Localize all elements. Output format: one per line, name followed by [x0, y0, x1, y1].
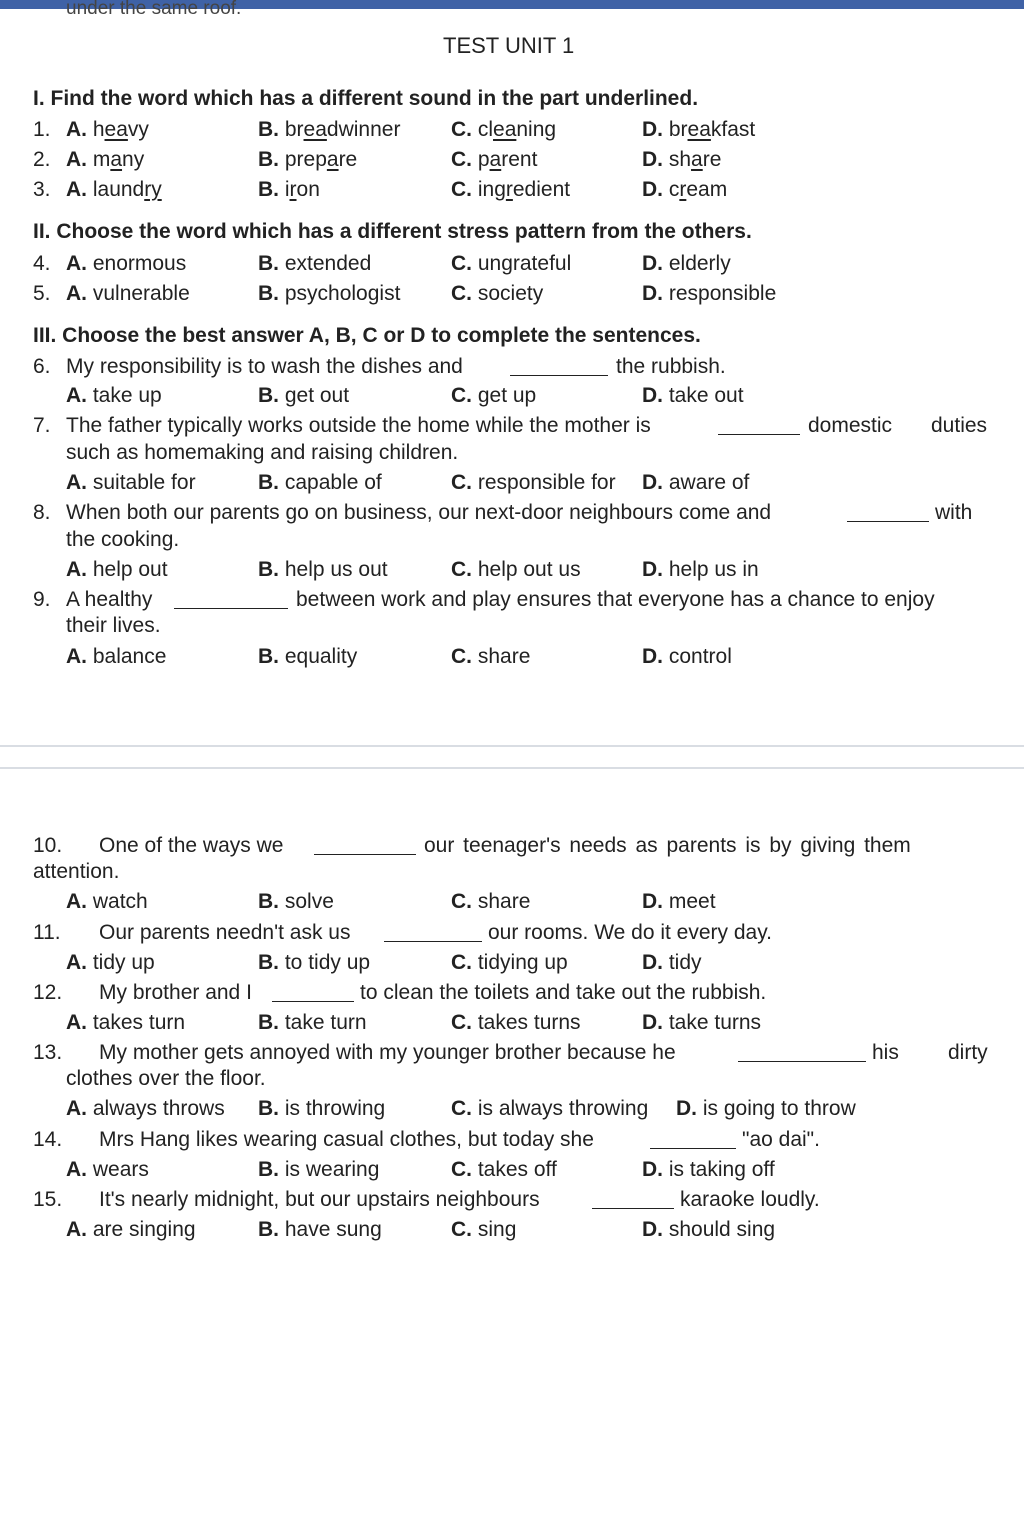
question-stem-end: karaoke loudly.: [680, 1188, 820, 1211]
option-b: B. is throwing: [258, 1097, 386, 1120]
option-a: A. always throws: [66, 1097, 225, 1120]
option-c: C. share: [451, 645, 531, 668]
answer-blank: [272, 983, 354, 1002]
question-number: 4.: [33, 252, 51, 275]
answer-blank: [847, 503, 929, 522]
option-d: D. is taking off: [642, 1158, 775, 1181]
answer-blank: [738, 1043, 866, 1062]
option-a: A. many: [66, 148, 145, 171]
question-stem-end: to clean the toilets and take out the rubbish.: [360, 981, 767, 1004]
option-d: D. help us in: [642, 558, 759, 581]
option-a: A. enormous: [66, 252, 187, 275]
option-c: C. ingredient: [451, 178, 571, 201]
question-stem-end: our teenager's needs as parents is by giving them: [424, 834, 911, 857]
question-stem: It's nearly midnight, but our upstairs neighbours: [99, 1188, 540, 1211]
option-d: D. breakfast: [642, 118, 756, 141]
option-b: B. equality: [258, 645, 358, 668]
question-stem-mid: his: [872, 1041, 899, 1064]
question-number: 1.: [33, 118, 51, 141]
option-c: C. society: [451, 282, 544, 305]
option-b: B. have sung: [258, 1218, 382, 1241]
option-d: D. take out: [642, 384, 744, 407]
question-stem: My brother and I: [99, 981, 252, 1004]
option-a: A. vulnerable: [66, 282, 190, 305]
section-heading-1: I. Find the word which has a different sound in the part underlined.: [33, 87, 699, 110]
option-b: B. prepare: [258, 148, 358, 171]
question-stem: A healthy: [66, 588, 153, 611]
question-number: 11.: [33, 921, 61, 944]
question-stem-end: dirty: [948, 1041, 988, 1064]
answer-blank: [510, 357, 608, 376]
option-b: B. extended: [258, 252, 372, 275]
option-b: B. is wearing: [258, 1158, 380, 1181]
question-stem-line2: the cooking.: [66, 528, 180, 551]
option-a: A. laundry: [66, 178, 162, 201]
option-b: B. psychologist: [258, 282, 401, 305]
option-b: B. to tidy up: [258, 951, 371, 974]
question-stem-mid: domestic: [808, 414, 893, 437]
option-a: A. tidy up: [66, 951, 155, 974]
option-c: C. cleaning: [451, 118, 557, 141]
option-c: C. responsible for: [451, 471, 616, 494]
option-a: A. suitable for: [66, 471, 196, 494]
option-a: A. wears: [66, 1158, 149, 1181]
option-c: C. takes turns: [451, 1011, 581, 1034]
question-stem-line2: clothes over the floor.: [66, 1067, 266, 1090]
question-stem-end: "ao dai".: [742, 1128, 820, 1151]
option-a: A. takes turn: [66, 1011, 186, 1034]
option-d: D. responsible: [642, 282, 777, 305]
option-d: D. take turns: [642, 1011, 762, 1034]
option-d: D. control: [642, 645, 732, 668]
option-a: A. help out: [66, 558, 168, 581]
question-stem-end: between work and play ensures that everyone has a chance to enjoy: [296, 588, 935, 611]
option-c: C. parent: [451, 148, 538, 171]
question-number: 2.: [33, 148, 51, 171]
option-d: D. cream: [642, 178, 728, 201]
answer-blank: [592, 1190, 674, 1209]
option-b: B. solve: [258, 890, 334, 913]
option-d: D. aware of: [642, 471, 750, 494]
option-d: D. share: [642, 148, 722, 171]
question-stem-end: our rooms. We do it every day.: [488, 921, 773, 944]
question-number: 9.: [33, 588, 51, 611]
section-heading-2: II. Choose the word which has a different stress pattern from the others.: [33, 220, 752, 243]
question-stem-line2: their lives.: [66, 614, 161, 637]
question-stem: Mrs Hang likes wearing casual clothes, but today she: [99, 1128, 594, 1151]
question-number: 15.: [33, 1188, 63, 1211]
option-b: B. get out: [258, 384, 350, 407]
option-a: A. take up: [66, 384, 162, 407]
question-number: 14.: [33, 1128, 63, 1151]
option-c: C. tidying up: [451, 951, 568, 974]
question-number: 10.: [33, 834, 63, 857]
option-a: A. watch: [66, 890, 148, 913]
page-title: TEST UNIT 1: [443, 33, 575, 58]
question-stem: When both our parents go on business, our next-door neighbours come and: [66, 501, 772, 524]
answer-blank: [650, 1130, 736, 1149]
option-c: C. get up: [451, 384, 537, 407]
question-number: 8.: [33, 501, 51, 524]
question-stem: One of the ways we: [99, 834, 284, 857]
option-b: B. iron: [258, 178, 320, 201]
question-stem: Our parents needn't ask us: [99, 921, 351, 944]
question-number: 6.: [33, 355, 51, 378]
option-d: D. elderly: [642, 252, 731, 275]
option-c: C. sing: [451, 1218, 517, 1241]
option-d: D. should sing: [642, 1218, 776, 1241]
question-stem: My mother gets annoyed with my younger brother because he: [99, 1041, 676, 1064]
cut-off-previous-text: under the same roof.: [66, 0, 242, 19]
question-number: 5.: [33, 282, 51, 305]
page-divider-bottom: [0, 767, 1024, 769]
question-number: 7.: [33, 414, 51, 437]
answer-blank: [384, 923, 482, 942]
option-d: D. is going to throw: [676, 1097, 856, 1120]
question-stem-end: with: [935, 501, 973, 524]
option-c: C. share: [451, 890, 531, 913]
option-b: B. capable of: [258, 471, 382, 494]
option-d: D. meet: [642, 890, 716, 913]
question-stem-end: the rubbish.: [616, 355, 726, 378]
question-stem-line2: attention.: [33, 860, 120, 883]
answer-blank: [174, 590, 288, 609]
page-divider-top: [0, 745, 1024, 747]
option-d: D. tidy: [642, 951, 702, 974]
section-heading-3: III. Choose the best answer A, B, C or D to complete the sentences.: [33, 324, 701, 347]
option-a: A. heavy: [66, 118, 149, 141]
question-stem-end: duties: [931, 414, 988, 437]
answer-blank: [314, 836, 416, 855]
option-c: C. is always throwing: [451, 1097, 649, 1120]
question-number: 13.: [33, 1041, 63, 1064]
question-number: 3.: [33, 178, 51, 201]
question-stem: My responsibility is to wash the dishes and: [66, 355, 463, 378]
question-number: 12.: [33, 981, 63, 1004]
option-b: B. breadwinner: [258, 118, 401, 141]
option-a: A. balance: [66, 645, 167, 668]
option-c: C. ungrateful: [451, 252, 572, 275]
option-b: B. take turn: [258, 1011, 367, 1034]
option-a: A. are singing: [66, 1218, 196, 1241]
option-b: B. help us out: [258, 558, 388, 581]
option-c: C. help out us: [451, 558, 581, 581]
question-stem-line2: such as homemaking and raising children.: [66, 441, 459, 464]
question-stem: The father typically works outside the home while the mother is: [66, 414, 651, 437]
answer-blank: [718, 416, 800, 435]
option-c: C. takes off: [451, 1158, 557, 1181]
